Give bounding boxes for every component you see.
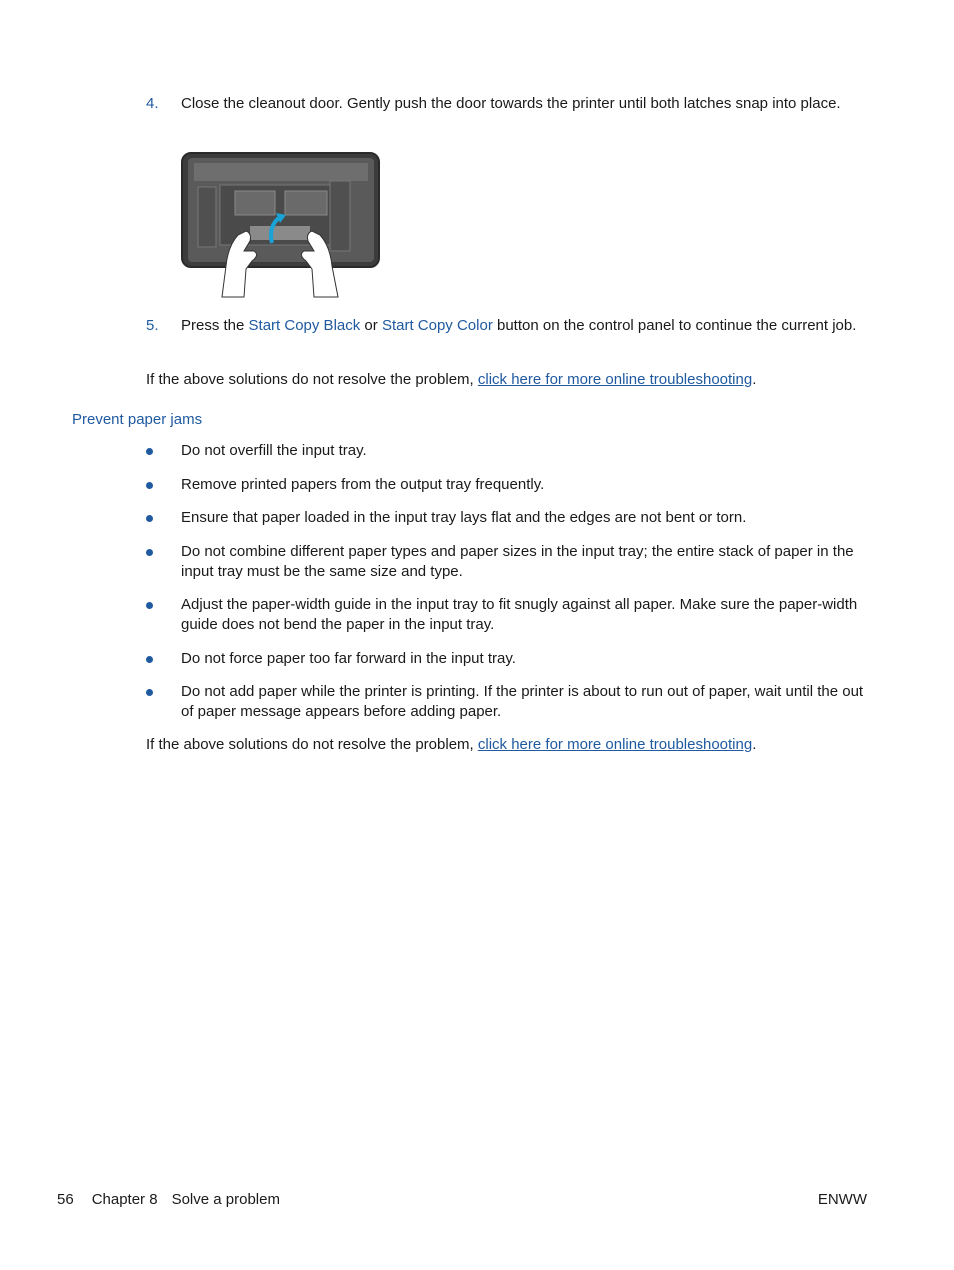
troubleshooting-post: . [752, 736, 757, 753]
chapter-label: Chapter 8 [91, 1191, 158, 1208]
troubleshooting-pre: If the above solutions do not resolve the problem, [146, 371, 478, 388]
page-footer [57, 1190, 298, 1210]
troubleshooting-paragraph [146, 370, 866, 390]
bullet-icon [146, 482, 153, 489]
step-text-mid: or [360, 317, 382, 334]
printer-cleanout-door-illustration [180, 151, 382, 301]
list-item [146, 649, 866, 669]
footer-locale: ENWW [817, 1191, 867, 1208]
list-item-text: Ensure that paper loaded in the input tray lays flat and the edges are not bent or torn. [181, 509, 747, 526]
online-troubleshooting-link[interactable]: click here for more online troubleshooting [477, 736, 753, 753]
list-item-text: Do not force paper too far forward in the input tray. [181, 649, 516, 667]
printer-illustration-svg [180, 151, 382, 301]
step-text-pre: Press the [181, 317, 249, 334]
step-text-post: button on the control panel to continue the current job. [492, 317, 857, 334]
step-text: Close the cleanout door. Gently push the door towards the printer until both latches snap into place. [181, 95, 841, 112]
list-item [146, 441, 866, 461]
step-number: 4. [146, 95, 159, 112]
start-copy-color-label: Start Copy Color [381, 317, 493, 334]
bullet-icon [146, 689, 153, 696]
bullet-icon [146, 448, 153, 455]
step-number: 5. [146, 317, 159, 334]
list-item [146, 595, 866, 635]
bullet-icon [146, 602, 153, 609]
prevent-paper-jams-list [146, 441, 866, 736]
troubleshooting-paragraph [146, 735, 866, 755]
list-item-text: Do not add paper while the printer is printing. If the printer is about to run out of paper, wait until the out of paper message appears before adding paper. [181, 683, 864, 720]
section-heading: Prevent paper jams [72, 411, 203, 428]
list-item [146, 542, 866, 582]
list-item [146, 508, 866, 528]
troubleshooting-pre: If the above solutions do not resolve the problem, [146, 736, 478, 753]
start-copy-black-label: Start Copy Black [248, 317, 361, 334]
list-item-text: Do not combine different paper types and paper sizes in the input tray; the entire stack of paper in the input tray must be the same size and type. [181, 542, 854, 580]
bullet-icon [146, 549, 153, 556]
bullet-icon [146, 515, 153, 522]
troubleshooting-post: . [752, 371, 757, 388]
list-item [146, 682, 866, 722]
list-item-text: Adjust the paper-width guide in the input tray to fit snugly against all paper. Make sure the paper-width guide does not bend the paper in the input tray. [181, 596, 858, 633]
list-item [146, 475, 866, 495]
page-number: 56 [57, 1191, 74, 1208]
list-item-text: Do not overfill the input tray. [181, 442, 367, 459]
step-text [181, 316, 861, 336]
chapter-title: Solve a problem [171, 1191, 280, 1208]
list-item-text: Remove printed papers from the output tray frequently. [181, 475, 545, 493]
online-troubleshooting-link[interactable]: click here for more online troubleshooting [477, 371, 753, 388]
bullet-icon [146, 656, 153, 663]
